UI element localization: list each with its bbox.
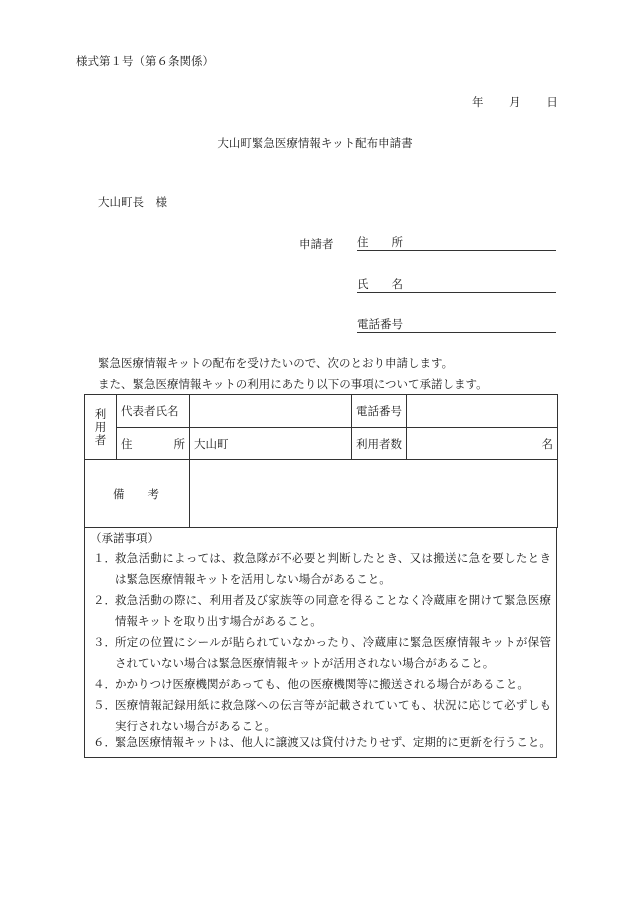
user-section-label: 利 用 者 [85, 395, 117, 460]
applicant-address-field[interactable] [357, 234, 556, 251]
consent-section [84, 527, 557, 758]
address-field[interactable]: 大山町 [190, 428, 352, 460]
document-title: 大山町緊急医療情報キット配布申請書 [217, 136, 413, 150]
consent-item-5: ５． 医療情報記録用紙に救急隊への伝言等が記載されていても、状況に応じて必ずしも実行されない場合があること。 [93, 698, 551, 733]
address-label: 住 所 [357, 235, 403, 249]
phone-label: 電話番号 [357, 317, 403, 331]
name-label: 氏 名 [357, 277, 403, 291]
month-label: 月 [509, 95, 521, 109]
intro-line-1: 緊急医療情報キットの配布を受けたいので、次のとおり申請します。 [98, 356, 454, 370]
consent-item-2: ２． 救急活動の際に、利用者及び家族等の同意を得ることなく冷蔵庫を開けて緊急医療情報キットを取り出す場合があること。 [93, 593, 551, 628]
date-line [472, 94, 558, 110]
applicant-phone-field[interactable] [357, 316, 556, 333]
phone-label-cell: 電話番号 [352, 395, 407, 428]
remarks-label: 備 考 [85, 460, 190, 528]
consent-item-4: ４． かかりつけ医療機関があっても、他の医療機関等に搬送される場合があること。 [93, 677, 529, 691]
year-label: 年 [472, 95, 484, 109]
users-count-unit: 名 [541, 436, 553, 451]
application-table [84, 394, 558, 528]
day-label: 日 [546, 95, 558, 109]
consent-title: （承諾事項） [90, 531, 159, 545]
form-number: 様式第１号（第６条関係） [76, 54, 214, 68]
consent-item-1: １． 救急活動によっては、救急隊が不必要と判断したとき、又は搬送に急を要したときは緊急医療情報キットを活用しない場合があること。 [93, 551, 551, 586]
consent-item-6: ６． 緊急医療情報キットは、他人に譲渡又は貸付けたりせず、定期的に更新を行うこと。 [93, 735, 551, 749]
rep-name-label: 代表者氏名 [117, 395, 190, 428]
intro-line-2: また、緊急医療情報キットの利用にあたり以下の事項について承諾します。 [98, 377, 488, 391]
rep-name-field[interactable] [190, 395, 352, 428]
applicant-label: 申請者 [299, 237, 334, 251]
phone-field[interactable] [407, 395, 558, 428]
applicant-name-field[interactable] [357, 276, 556, 293]
addressee: 大山町長 様 [98, 195, 167, 209]
users-count-field[interactable] [407, 428, 558, 460]
consent-item-3: ３． 所定の位置にシールが貼られていなかったり、冷蔵庫に緊急医療情報キットが保管されていない場合は緊急医療情報キットが活用されない場合があること。 [93, 635, 551, 670]
remarks-field[interactable] [190, 460, 558, 528]
address-label-cell: 住 所 [117, 428, 190, 460]
users-count-label: 利用者数 [352, 428, 407, 460]
